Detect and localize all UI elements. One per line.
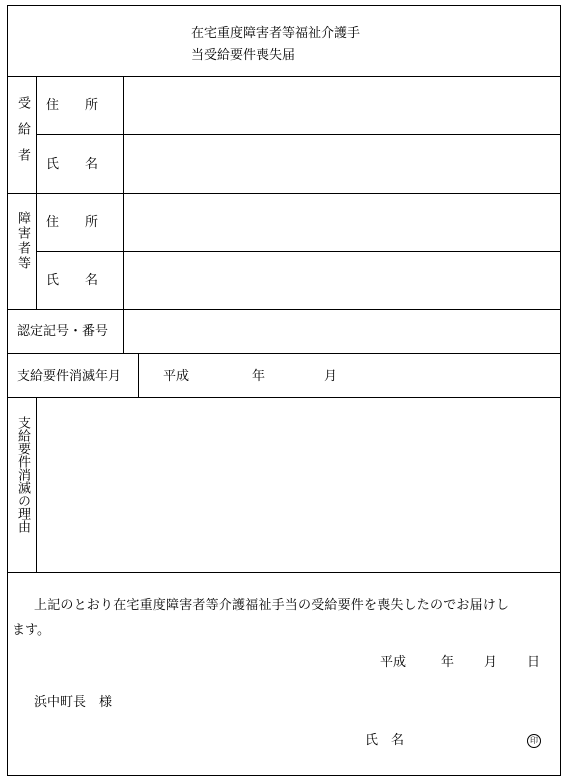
recipient-name-label: 氏 名 bbox=[46, 157, 99, 172]
recipient-group-label: 受給者 bbox=[15, 96, 30, 174]
reason-label: 支給要件消滅の理由 bbox=[15, 416, 30, 533]
recipient-address-label: 住 所 bbox=[46, 98, 99, 113]
declaration-date-day: 日 bbox=[527, 655, 541, 670]
disabled-name-label: 氏 名 bbox=[46, 273, 99, 288]
application-form bbox=[7, 5, 561, 776]
declaration-text-line2: ます。 bbox=[12, 623, 50, 638]
recipient-address-field[interactable] bbox=[124, 77, 560, 134]
signer-label: 氏 名 bbox=[365, 733, 405, 748]
loss-date-era: 平成 bbox=[163, 369, 190, 384]
form-title-line1: 在宅重度障害者等福祉介護手 bbox=[191, 26, 361, 41]
divider-lossdate-col bbox=[138, 353, 139, 397]
loss-date-year-unit: 年 bbox=[252, 369, 266, 384]
reason-field[interactable] bbox=[37, 398, 560, 572]
form-title-line2: 当受給要件喪失届 bbox=[191, 48, 296, 63]
divider-group-col bbox=[36, 76, 37, 309]
recipient-name-field[interactable] bbox=[124, 135, 560, 193]
loss-date-year-field[interactable] bbox=[193, 354, 248, 397]
declaration-date-era: 平成 bbox=[380, 655, 407, 670]
declaration-text-line1: 上記のとおり在宅重度障害者等介護福祉手当の受給要件を喪失したのでお届けし bbox=[34, 598, 510, 613]
declaration-date-month: 月 bbox=[484, 655, 498, 670]
disabled-address-label: 住 所 bbox=[46, 215, 99, 230]
certification-label: 認定記号・番号 bbox=[17, 324, 109, 339]
seal-mark-icon: 印 bbox=[527, 734, 541, 748]
loss-date-label: 支給要件消滅年月 bbox=[17, 369, 122, 384]
divider-reason-end bbox=[8, 572, 560, 573]
signer-name-field[interactable] bbox=[418, 726, 523, 752]
loss-date-month-unit: 月 bbox=[324, 369, 338, 384]
loss-date-month-field[interactable] bbox=[270, 354, 320, 397]
disabled-group-label: 障害者等 bbox=[15, 211, 30, 271]
declaration-date-year: 年 bbox=[441, 655, 455, 670]
disabled-address-field[interactable] bbox=[124, 194, 560, 251]
certification-field[interactable] bbox=[124, 310, 560, 353]
addressee: 浜中町長 様 bbox=[34, 695, 113, 710]
disabled-name-field[interactable] bbox=[124, 252, 560, 309]
